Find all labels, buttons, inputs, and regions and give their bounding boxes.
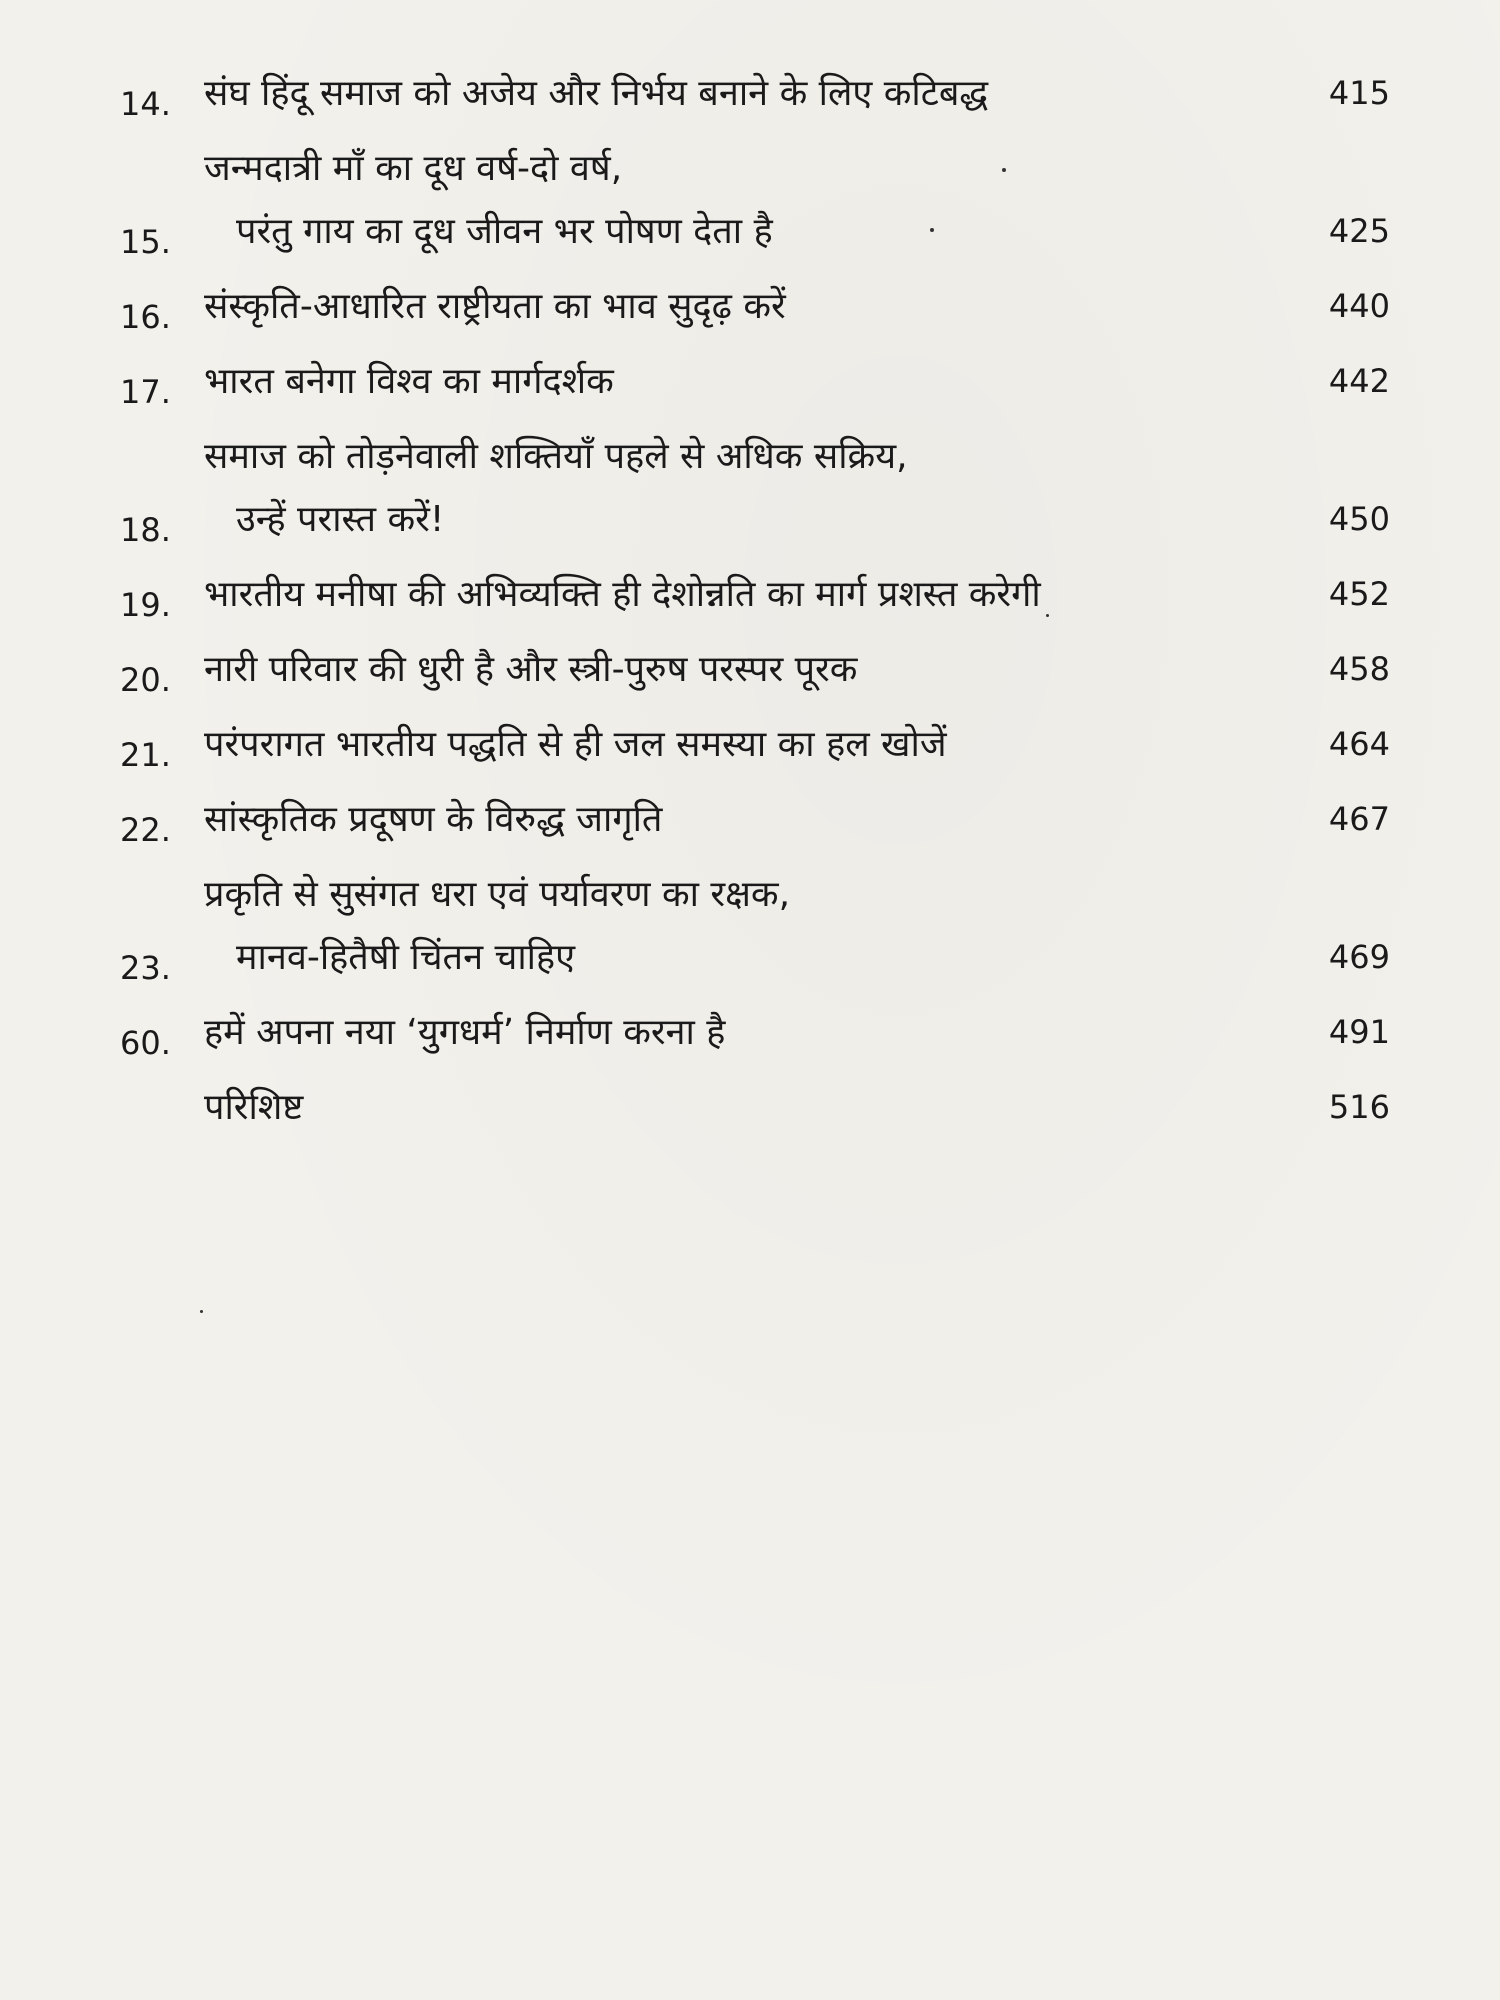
chapter-number: 19. xyxy=(120,586,171,624)
chapter-title-line: परिशिष्ट xyxy=(204,1087,304,1128)
chapter-title xyxy=(204,788,1290,851)
chapter-title xyxy=(204,62,1290,125)
chapter-title xyxy=(204,713,1290,776)
chapter-number: 60. xyxy=(120,1024,171,1062)
toc-entry xyxy=(120,713,1390,776)
chapter-title xyxy=(204,275,1290,338)
page-number: 425 xyxy=(1328,212,1390,250)
page-number: 450 xyxy=(1328,500,1390,538)
page-number: 452 xyxy=(1328,575,1390,613)
chapter-number: 20. xyxy=(120,661,171,699)
chapter-title-line: मानव-हितैषी चिंतन चाहिए xyxy=(236,937,576,978)
toc-entry xyxy=(120,1076,1390,1139)
chapter-number: 15. xyxy=(120,223,171,261)
page-number: 415 xyxy=(1328,74,1390,112)
chapter-number: 18. xyxy=(120,511,171,549)
ink-speck xyxy=(1002,168,1006,172)
chapter-number: 16. xyxy=(120,298,171,336)
chapter-title xyxy=(204,137,1290,263)
chapter-title-line: जन्मदात्री माँ का दूध वर्ष-दो वर्ष, xyxy=(204,148,623,189)
page-number: 440 xyxy=(1328,287,1390,325)
chapter-title-line: परंपरागत भारतीय पद्धति से ही जल समस्या का हल खोजें xyxy=(204,724,947,765)
toc-entry xyxy=(120,350,1390,413)
chapter-number: 21. xyxy=(120,736,171,774)
chapter-title-line: उन्हें परास्त करें! xyxy=(236,499,445,540)
toc-entry xyxy=(120,137,1390,263)
table-of-contents xyxy=(120,62,1390,1151)
chapter-title-line: हमें अपना नया ‘युगधर्म’ निर्माण करना है xyxy=(204,1012,726,1053)
chapter-title xyxy=(204,425,1290,551)
toc-entry xyxy=(120,563,1390,626)
page-number: 464 xyxy=(1328,725,1390,763)
chapter-title-line: प्रकृति से सुसंगत धरा एवं पर्यावरण का रक्षक, xyxy=(204,874,791,915)
chapter-title xyxy=(204,1001,1290,1064)
chapter-title xyxy=(204,638,1290,701)
page-number: 458 xyxy=(1328,650,1390,688)
page-number: 467 xyxy=(1328,800,1390,838)
chapter-number: 17. xyxy=(120,373,171,411)
chapter-title-line: सांस्कृतिक प्रदूषण के विरुद्ध जागृति xyxy=(204,799,663,840)
chapter-title-line: भारतीय मनीषा की अभिव्यक्ति ही देशोन्नति का मार्ग प्रशस्त करेगी xyxy=(204,574,1041,615)
toc-entry xyxy=(120,863,1390,989)
toc-entry xyxy=(120,275,1390,338)
chapter-number: 23. xyxy=(120,949,171,987)
chapter-title-line: समाज को तोड़नेवाली शक्तियाँ पहले से अधिक सक्रिय, xyxy=(204,436,908,477)
chapter-title-line: परंतु गाय का दूध जीवन भर पोषण देता है xyxy=(236,211,773,252)
ink-speck xyxy=(200,1310,203,1313)
page-number: 469 xyxy=(1328,938,1390,976)
chapter-title-line: संघ हिंदू समाज को अजेय और निर्भय बनाने के लिए कटिबद्ध xyxy=(204,73,989,114)
chapter-title-line: संस्कृति-आधारित राष्ट्रीयता का भाव सुदृढ़ करें xyxy=(204,286,786,327)
chapter-number: 14. xyxy=(120,85,171,123)
chapter-title-line: भारत बनेगा विश्व का मार्गदर्शक xyxy=(204,361,614,402)
chapter-title-line: नारी परिवार की धुरी है और स्त्री-पुरुष परस्पर पूरक xyxy=(204,649,858,690)
toc-entry xyxy=(120,425,1390,551)
chapter-title xyxy=(204,563,1290,626)
chapter-title xyxy=(204,863,1290,989)
toc-entry xyxy=(120,638,1390,701)
chapter-title xyxy=(204,350,1290,413)
chapter-number: 22. xyxy=(120,811,171,849)
page-number: 491 xyxy=(1328,1013,1390,1051)
ink-speck xyxy=(930,228,934,232)
chapter-title xyxy=(204,1076,1290,1139)
page-number: 442 xyxy=(1328,362,1390,400)
toc-entry xyxy=(120,62,1390,125)
page-number: 516 xyxy=(1328,1088,1390,1126)
ink-speck xyxy=(1046,614,1049,617)
toc-entry xyxy=(120,788,1390,851)
toc-entry xyxy=(120,1001,1390,1064)
